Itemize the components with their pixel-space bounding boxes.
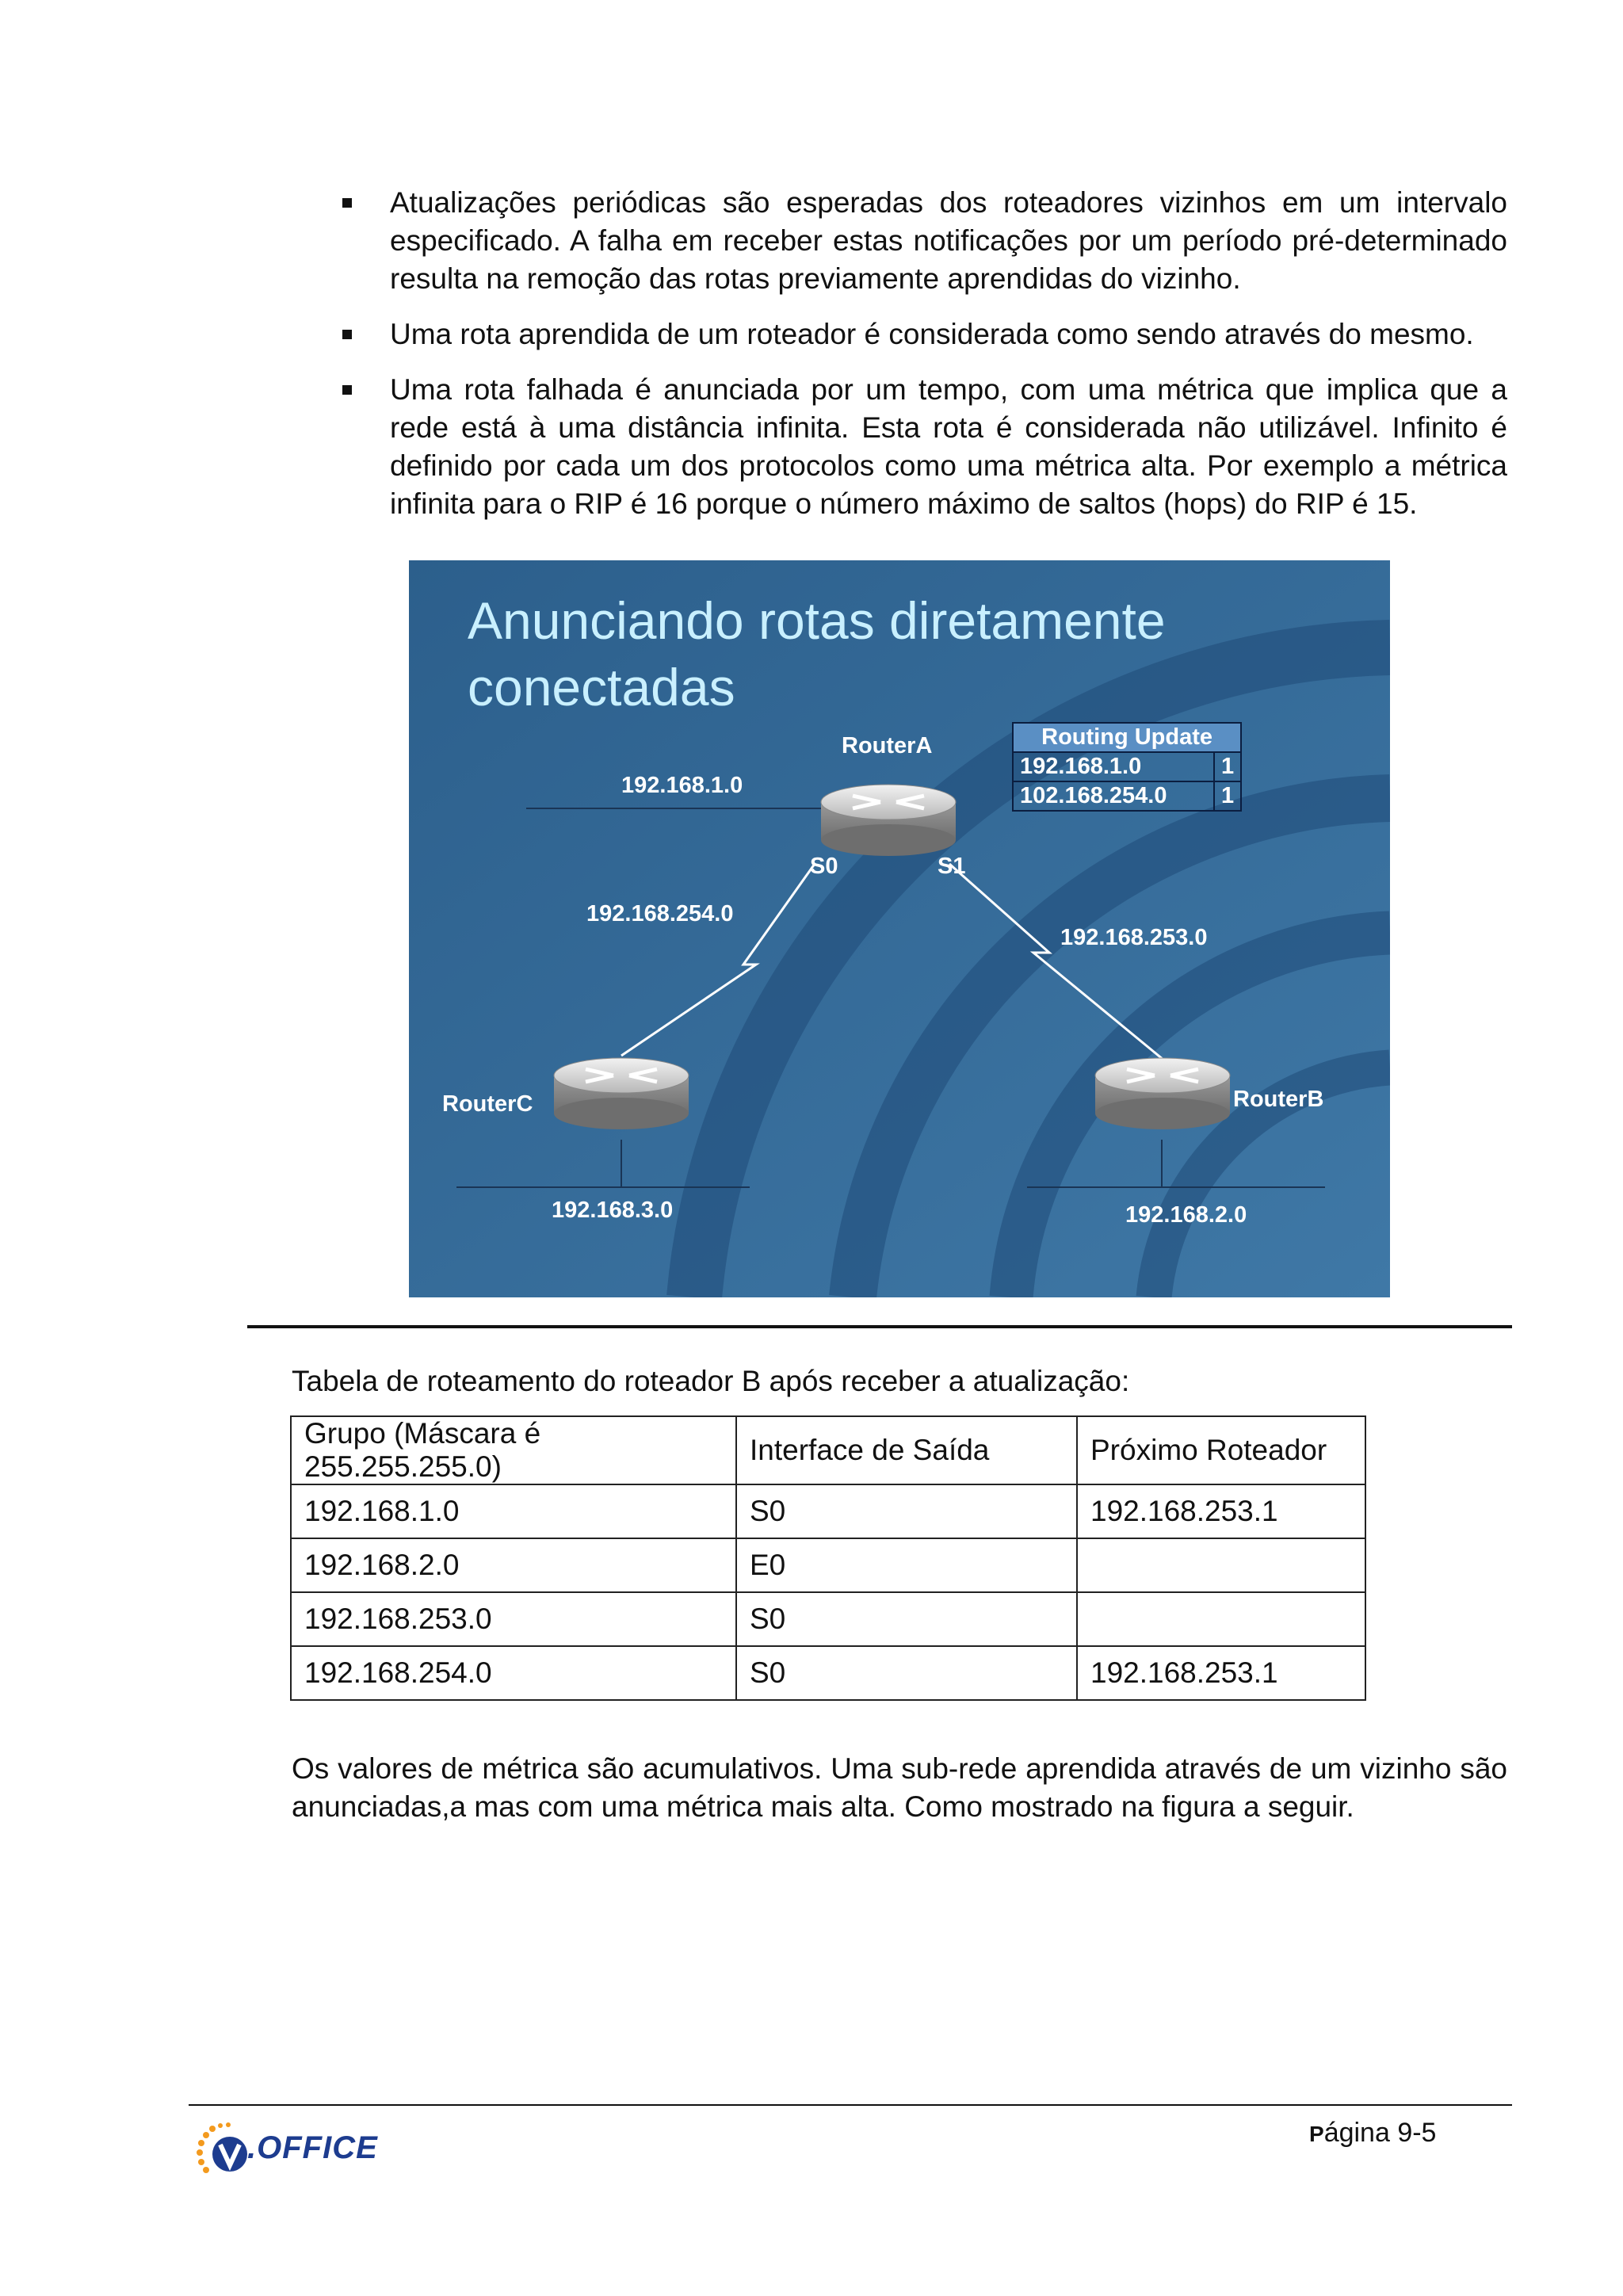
logo-wordmark: .OFFICE (247, 2130, 378, 2165)
table-cell: 192.168.2.0 (291, 1538, 736, 1592)
table-cell: 192.168.254.0 (291, 1646, 736, 1700)
network-diagram (409, 560, 1390, 1297)
table-cell: E0 (736, 1538, 1077, 1592)
network-label: 192.168.1.0 (621, 773, 743, 798)
network-label: 192.168.253.0 (1060, 925, 1208, 950)
routing-update-metric: 1 (1214, 752, 1241, 781)
network-label: 192.168.254.0 (586, 901, 734, 926)
routing-update-table (1012, 722, 1242, 812)
table-cell: 192.168.1.0 (291, 1484, 736, 1538)
table-header-cell: Grupo (Máscara é 255.255.255.0) (291, 1416, 736, 1484)
routing-update-title: Routing Update (1013, 723, 1241, 752)
table-cell: S0 (736, 1484, 1077, 1538)
network-label: 192.168.3.0 (552, 1198, 674, 1223)
router-a-icon (821, 785, 956, 856)
routing-update-network: 102.168.254.0 (1013, 781, 1214, 811)
table-row (291, 1592, 1365, 1646)
table-cell (1077, 1538, 1365, 1592)
table-cell: 192.168.253.1 (1077, 1484, 1365, 1538)
body-paragraph: Os valores de métrica são acumulativos. Uma sub-rede aprendida através de um vizinho são anunciadas,a mas com uma métrica mais alta. Como mostrado na figura a seguir. (292, 1752, 1507, 1823)
section-divider (247, 1325, 1512, 1328)
table-row (291, 1538, 1365, 1592)
network-label: 192.168.2.0 (1125, 1202, 1247, 1228)
routing-update-metric: 1 (1214, 781, 1241, 811)
table-header-cell: Próximo Roteador (1077, 1416, 1365, 1484)
table-header-row (291, 1416, 1365, 1484)
page-number: Página 9-5 (1309, 2118, 1437, 2148)
router-c-icon (554, 1058, 689, 1129)
routing-table (290, 1415, 1366, 1701)
router-a-label: RouterA (842, 733, 933, 758)
bullet-item: Uma rota aprendida de um roteador é considerada como sendo através do mesmo. (339, 315, 1507, 353)
table-cell: S0 (736, 1592, 1077, 1646)
router-c-label: RouterC (442, 1091, 533, 1117)
router-b-icon (1095, 1058, 1230, 1129)
table-caption: Tabela de roteamento do roteador B após receber a atualização: (292, 1365, 1130, 1397)
router-b-label: RouterB (1233, 1087, 1324, 1112)
interface-s0-label: S0 (810, 854, 838, 879)
table-cell (1077, 1592, 1365, 1646)
table-row (291, 1484, 1365, 1538)
bullet-square-icon (342, 330, 352, 339)
footer-divider (189, 2104, 1512, 2106)
table-cell: 192.168.253.0 (291, 1592, 736, 1646)
bullet-item: Uma rota falhada é anunciada por um tempo, com uma métrica que implica que a rede está à uma distância infinita. Esta rota é considerada não utilizável. Infinito é definido por cada um dos protocolos como uma métrica alta. Por exemplo a métrica infinita para o RIP é 16 porque o número máximo de saltos (hops) do RIP é 15. (339, 371, 1507, 523)
bullet-square-icon (342, 385, 352, 395)
table-cell: S0 (736, 1646, 1077, 1700)
table-header-cell: Interface de Saída (736, 1416, 1077, 1484)
interface-s1-label: S1 (938, 854, 966, 879)
bullet-item: Atualizações periódicas são esperadas dos roteadores vizinhos em um intervalo especificado. A falha em receber estas notificações por um período pré-determinado resulta na remoção das rotas previamente aprendidas do vizinho. (339, 184, 1507, 298)
diagram-title: Anunciando rotas diretamente conectadas (468, 591, 1166, 716)
table-row (291, 1646, 1365, 1700)
bullet-list (339, 184, 1507, 541)
table-cell: 192.168.253.1 (1077, 1646, 1365, 1700)
routing-update-network: 192.168.1.0 (1013, 752, 1214, 781)
bullet-square-icon (342, 198, 352, 208)
